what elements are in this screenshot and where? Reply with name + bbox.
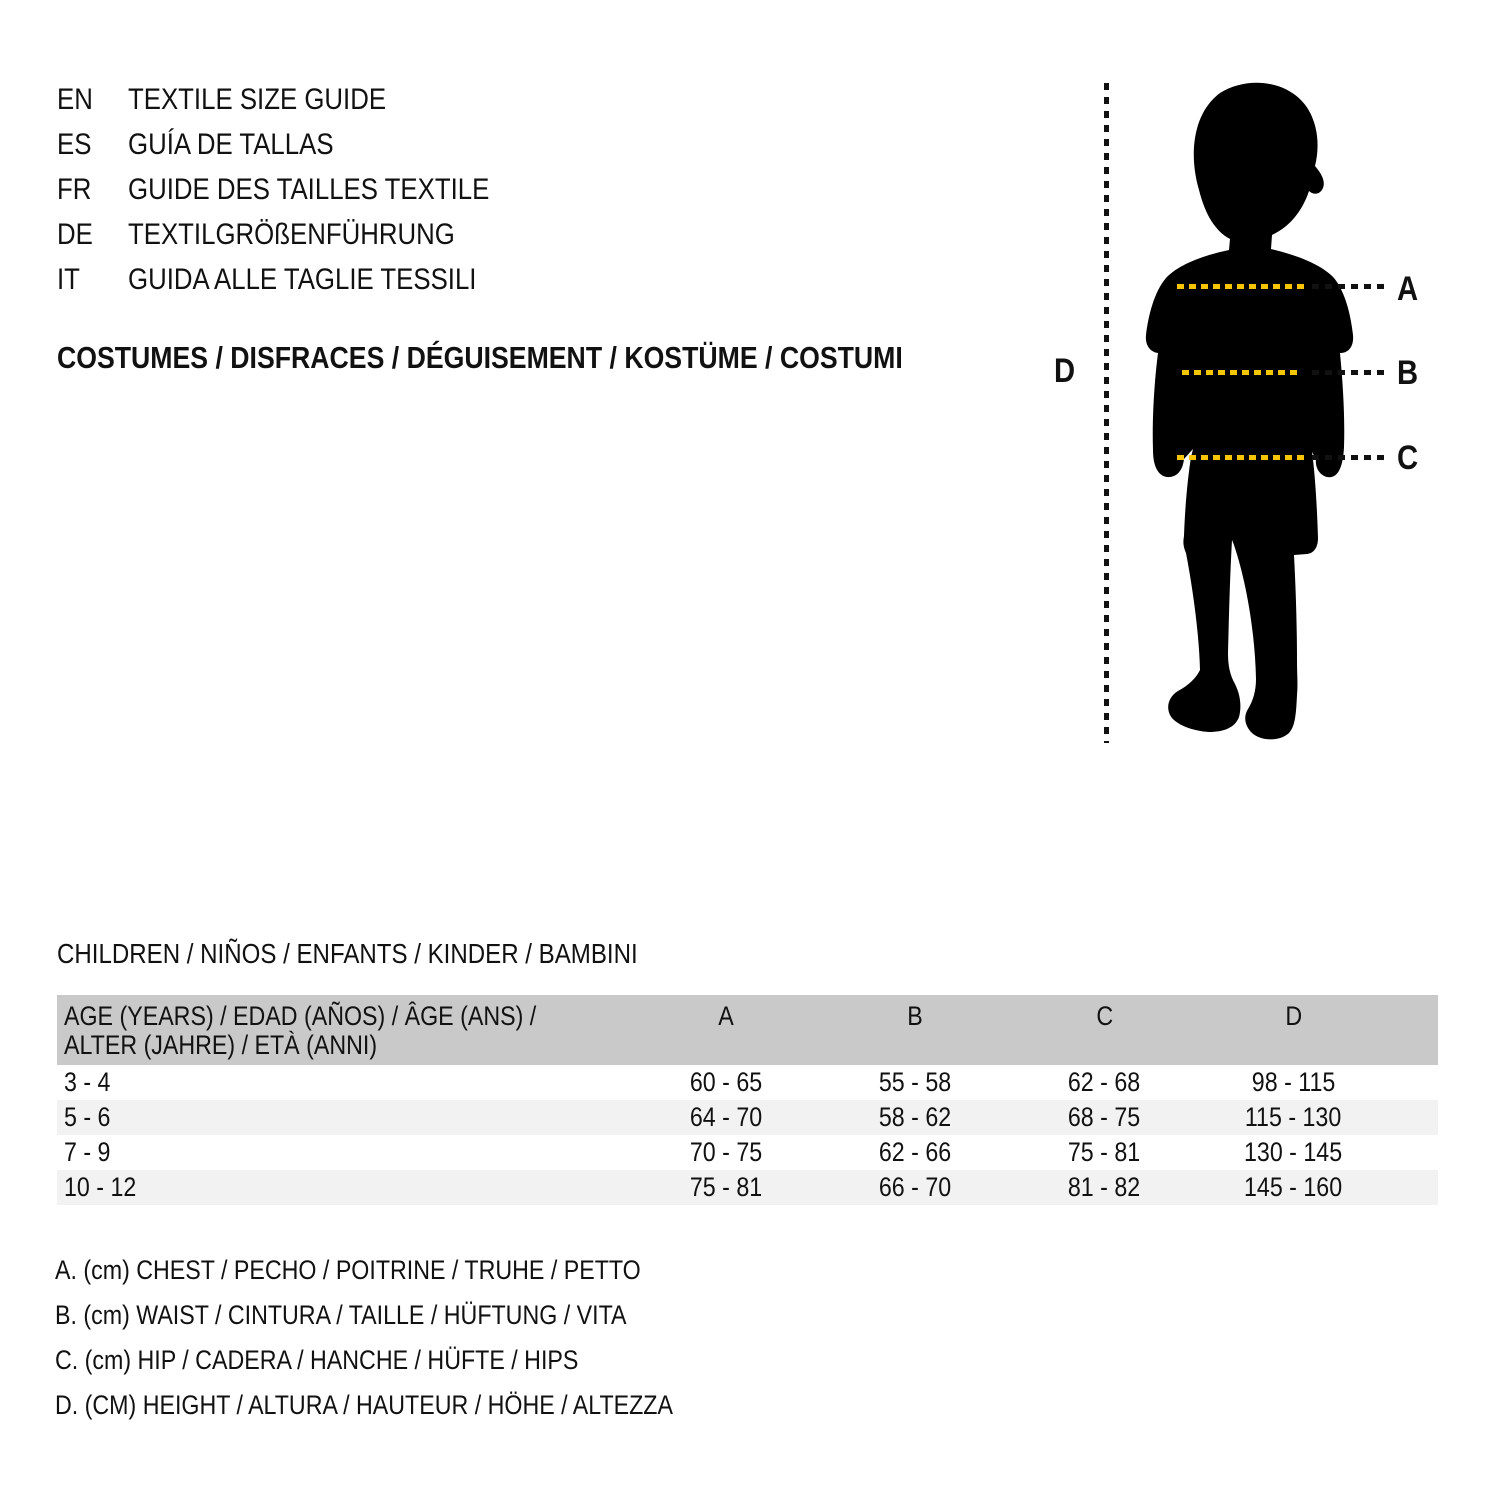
- hip-cell: 68 - 75: [1068, 1102, 1141, 1132]
- legend-chest: A. (cm) CHEST / PECHO / POITRINE / TRUHE / PETTO: [55, 1255, 641, 1285]
- language-label: TEXTILE SIZE GUIDE: [128, 82, 387, 116]
- waist-pointer-line: [1312, 370, 1386, 375]
- height-label: D: [1054, 352, 1076, 390]
- waist-cell: 58 - 62: [879, 1102, 952, 1132]
- waist-cell: 66 - 70: [879, 1172, 952, 1202]
- size-table-row-4: [57, 1170, 1438, 1205]
- legend-height: D. (CM) HEIGHT / ALTURA / HAUTEUR / HÖHE / ALTEZZA: [55, 1390, 673, 1420]
- language-label: GUÍA DE TALLAS: [128, 127, 334, 161]
- legend-hip: C. (cm) HIP / CADERA / HANCHE / HÜFTE / HIPS: [55, 1345, 579, 1375]
- figure-size-diagram: [1040, 76, 1460, 751]
- hip-cell: 62 - 68: [1068, 1067, 1141, 1097]
- height-cell: 130 - 145: [1244, 1137, 1343, 1167]
- age-cell: 10 - 12: [64, 1172, 137, 1202]
- language-code: ES: [57, 127, 92, 161]
- waist-measure-line: [1182, 370, 1298, 375]
- chest-cell: 75 - 81: [690, 1172, 763, 1202]
- chest-label: A: [1397, 270, 1419, 308]
- column-header-c: C: [1096, 1001, 1113, 1031]
- measurement-legend: [55, 1248, 774, 1428]
- height-measure-line: [1104, 83, 1109, 743]
- waist-cell: 55 - 58: [879, 1067, 952, 1097]
- chest-pointer-line: [1312, 284, 1386, 289]
- age-cell: 7 - 9: [64, 1137, 111, 1167]
- section-heading: CHILDREN / NIÑOS / ENFANTS / KINDER / BAMBINI: [57, 938, 638, 969]
- size-table-row-2: [57, 1100, 1438, 1135]
- language-row-es: [57, 122, 548, 167]
- height-cell: 98 - 115: [1251, 1067, 1336, 1097]
- size-table: [57, 995, 1438, 1205]
- size-table-header: [57, 995, 1438, 1065]
- language-code: EN: [57, 82, 93, 116]
- language-row-de: [57, 212, 548, 257]
- age-column-header: AGE (YEARS) / EDAD (AÑOS) / ÂGE (ANS) / ALTER (JAHRE) / ETÀ (ANNI): [64, 1001, 537, 1060]
- language-label: TEXTILGRÖßENFÜHRUNG: [128, 217, 455, 251]
- size-table-row-3: [57, 1135, 1438, 1170]
- waist-cell: 62 - 66: [879, 1137, 952, 1167]
- language-code: FR: [57, 172, 92, 206]
- category-title: COSTUMES / DISFRACES / DÉGUISEMENT / KOSTÜME / COSTUMI: [57, 340, 903, 375]
- language-list: [57, 77, 548, 302]
- chest-cell: 64 - 70: [690, 1102, 763, 1132]
- hip-measure-line: [1177, 455, 1304, 460]
- language-label: GUIDE DES TAILLES TEXTILE: [128, 172, 490, 206]
- language-row-fr: [57, 167, 548, 212]
- language-code: DE: [57, 217, 93, 251]
- language-label: GUIDA ALLE TAGLIE TESSILI: [128, 262, 477, 296]
- waist-label: B: [1397, 354, 1419, 392]
- language-row-en: [57, 77, 548, 122]
- size-table-row-1: [57, 1065, 1438, 1100]
- column-header-d: D: [1285, 1001, 1302, 1031]
- age-cell: 3 - 4: [64, 1067, 111, 1097]
- child-silhouette: [1122, 76, 1382, 746]
- chest-cell: 60 - 65: [690, 1067, 763, 1097]
- hip-cell: 81 - 82: [1068, 1172, 1141, 1202]
- height-cell: 145 - 160: [1244, 1172, 1343, 1202]
- chest-measure-line: [1177, 284, 1305, 289]
- height-cell: 115 - 130: [1245, 1102, 1342, 1132]
- legend-waist: B. (cm) WAIST / CINTURA / TAILLE / HÜFTUNG / VITA: [55, 1300, 627, 1330]
- column-header-a: A: [718, 1001, 735, 1031]
- hip-cell: 75 - 81: [1068, 1137, 1141, 1167]
- language-code: IT: [57, 262, 80, 296]
- column-header-b: B: [907, 1001, 924, 1031]
- chest-cell: 70 - 75: [690, 1137, 763, 1167]
- language-row-it: [57, 257, 548, 302]
- hip-pointer-line: [1312, 455, 1386, 460]
- age-cell: 5 - 6: [64, 1102, 111, 1132]
- hip-label: C: [1397, 439, 1419, 477]
